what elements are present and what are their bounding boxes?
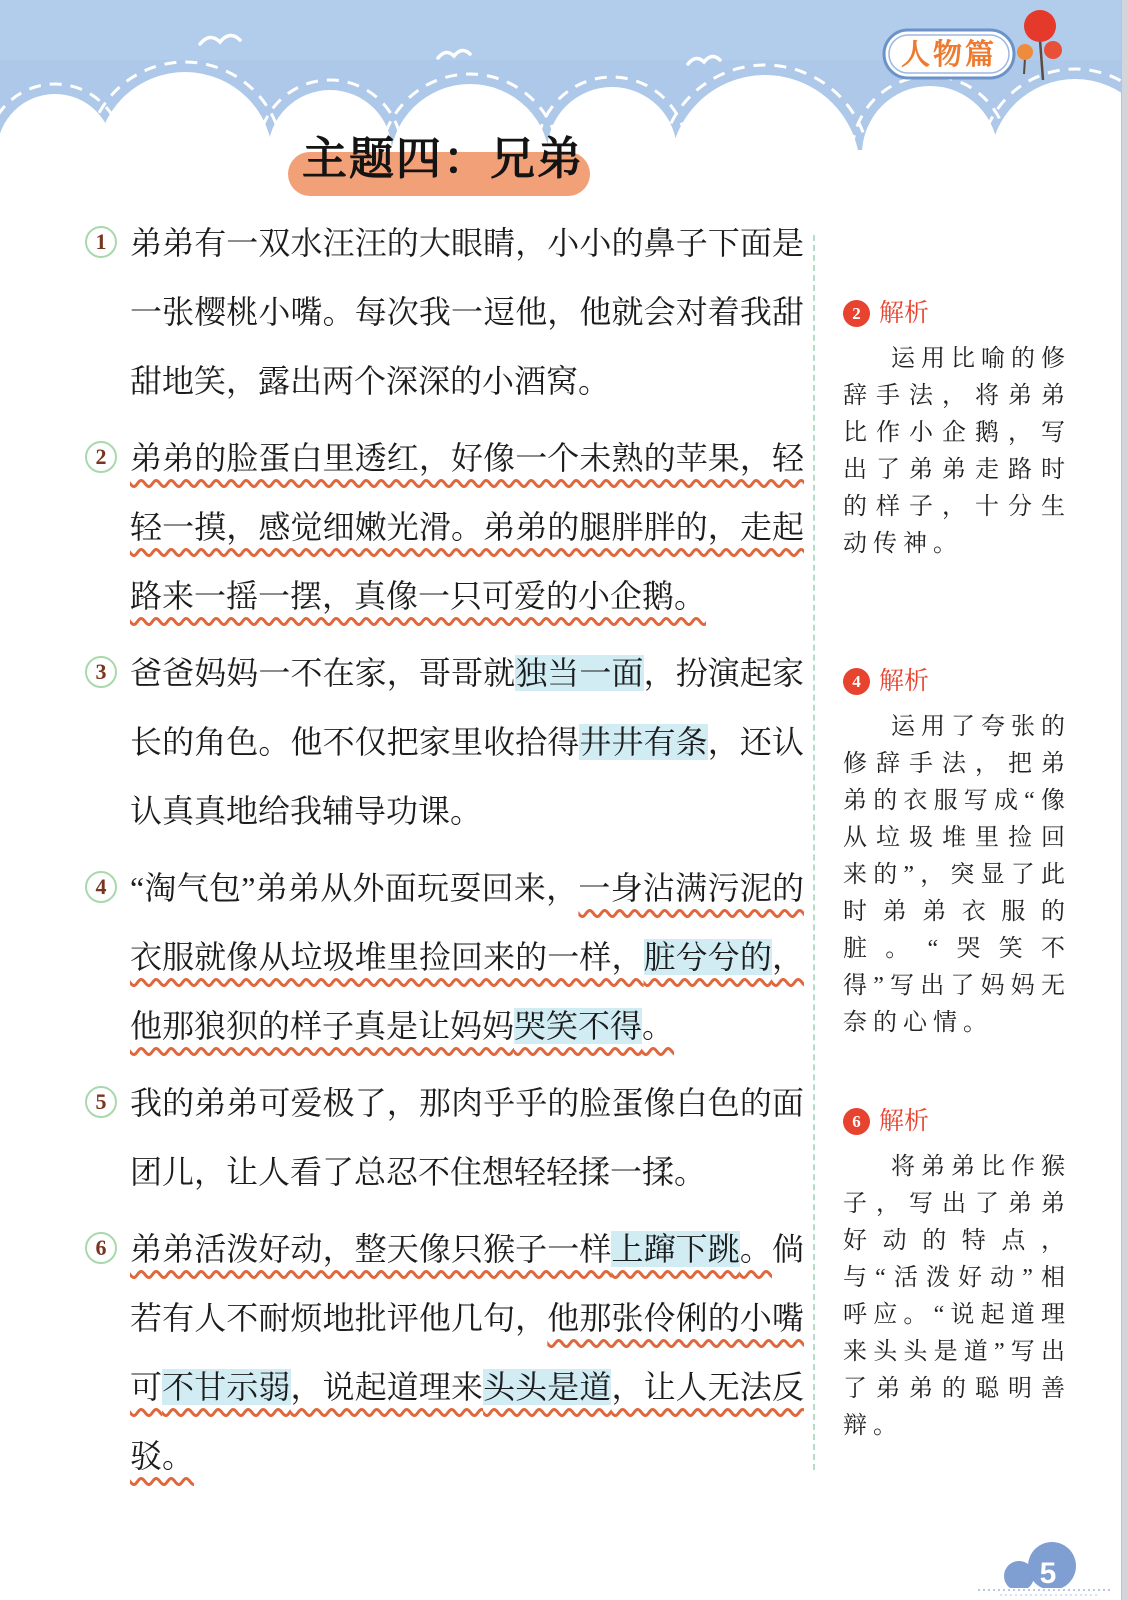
sentence-text (130, 1085, 804, 1190)
item-number-badge: 3 (85, 656, 117, 688)
sentence-text (130, 655, 804, 829)
sentence-text (130, 1231, 804, 1474)
plain-text: ，还认认真真地给我辅导功课。 (130, 724, 804, 829)
plain-text: 弟弟有一双水汪汪的大眼睛，小小的鼻子下面是一张樱桃小嘴。每次我一逗他，他就会对着我甜甜地笑，露出两个深深的小酒窝。 (130, 225, 804, 399)
section-badge (884, 30, 1014, 78)
plain-text: ，扮演起家长的角色。他不仅把家里收拾得 (130, 655, 804, 760)
sentence-list (85, 209, 827, 1491)
sentence-item (85, 1069, 804, 1207)
item-number-badge: 6 (85, 1232, 117, 1264)
item-number-badge: 2 (85, 441, 117, 473)
annotation-number-badge: 2 (843, 300, 870, 327)
annotation-header (843, 668, 1079, 695)
sentence-item (85, 1215, 804, 1491)
annotation-number-badge: 6 (843, 1108, 870, 1135)
annotation-label: 解析 (879, 300, 930, 327)
annotation-box (843, 668, 1079, 1042)
sentence-item (85, 209, 804, 416)
idiom-highlight: 井井有条 (579, 724, 708, 760)
idiom-highlight: 不甘示弱 (162, 1369, 291, 1405)
idiom-highlight: 哭笑不得 (514, 1008, 643, 1044)
page-title: 主题四：兄弟 (302, 134, 585, 184)
annotation-label: 解析 (879, 1108, 930, 1135)
underlined-text: 。 (739, 1231, 772, 1267)
plain-text: 爸爸妈妈一不在家，哥哥就 (130, 655, 516, 691)
annotation-header (843, 1108, 1079, 1135)
annotation-box (843, 300, 1079, 563)
annotation-body: 运用比喻的修辞手法，将弟弟比作小企鹅，写出了弟弟走路时的样子，十分生动传神。 (843, 346, 1071, 557)
plain-text: “淘气包”弟弟从外面玩耍回来， (130, 870, 579, 906)
underlined-text: 他那张伶俐的小嘴可 (130, 1300, 804, 1405)
plain-text: 倘若有人不耐烦地批评他几句， (130, 1231, 804, 1336)
annotation-body: 运用了夸张的修辞手法，把弟弟的衣服写成“像从垃圾堆里捡回来的”，突显了此时弟弟衣服的脏。“哭笑不得”写出了妈妈无奈的心情。 (843, 714, 1071, 1036)
sentence-item (85, 639, 804, 846)
sentence-item (85, 854, 804, 1061)
idiom-highlight: 脏兮兮的 (643, 939, 772, 975)
sentence-text (130, 440, 804, 614)
item-number-badge: 4 (85, 871, 117, 903)
section-badge-label: 人物篇 (900, 39, 998, 71)
idiom-highlight: 上蹿下跳 (611, 1231, 740, 1267)
sentence-text (130, 870, 804, 1044)
sentence-text (130, 225, 804, 399)
sentence-item (85, 424, 804, 631)
page-number-cloud (960, 1528, 1128, 1600)
idiom-highlight: 头头是道 (483, 1369, 612, 1405)
underlined-text: 弟弟的脸蛋白里透红，好像一个未熟的苹果，轻轻一摸，感觉细嫩光滑。弟弟的腿胖胖的，走起路来一摇一摆，真像一只可爱的小企鹅。 (130, 440, 804, 614)
annotation-body: 将弟弟比作猴子，写出了弟弟好动的特点，与“活泼好动”相呼应。“说起道理来头头是道”写出了弟弟的聪明善辩。 (843, 1154, 1071, 1439)
underlined-text: 弟弟活泼好动，整天像只猴子一样 (130, 1231, 612, 1267)
underlined-text: ，说起道理来 (290, 1369, 484, 1405)
underlined-text: 。 (642, 1008, 675, 1044)
annotation-number-badge: 4 (843, 668, 870, 695)
underlined-text: ，让人无法反驳。 (130, 1369, 804, 1474)
underlined-text: 一身沾满污泥的衣服就像从垃圾堆里捡回来的一样， (130, 870, 804, 975)
title-block (288, 122, 708, 202)
idiom-highlight: 独当一面 (515, 655, 644, 691)
plain-text: 我的弟弟可爱极了，那肉乎乎的脸蛋像白色的面团儿，让人看了总忍不住想轻轻揉一揉。 (130, 1085, 804, 1190)
annotation-box (843, 1108, 1079, 1445)
annotation-label: 解析 (879, 668, 930, 695)
item-number-badge: 1 (85, 226, 117, 258)
scan-edge (1121, 0, 1128, 1600)
item-number-badge: 5 (85, 1086, 117, 1118)
annotation-header (843, 300, 1079, 327)
column-separator (813, 235, 815, 1470)
page-number: 5 (1039, 1557, 1057, 1590)
underlined-text: ，他那狼狈的样子真是让妈妈 (130, 939, 804, 1044)
